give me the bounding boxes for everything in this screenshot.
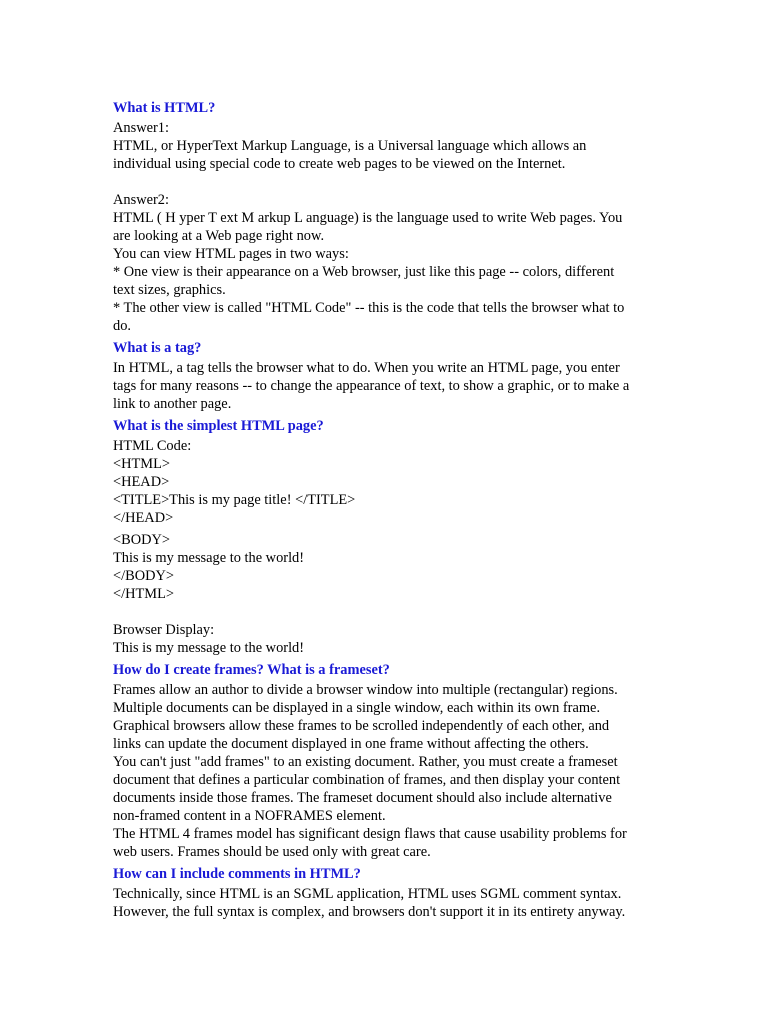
answer-line: Multiple documents can be displayed in a single window, each within its own frame. [113, 700, 601, 716]
answer-line: * The other view is called "HTML Code" -- this is the code that tells the browser what to [113, 300, 625, 316]
answer-line: Graphical browsers allow these frames to be scrolled independently of each other, and [113, 718, 610, 734]
code-line: This is my message to the world! [113, 550, 305, 566]
answer-line: You can view HTML pages in two ways: [113, 246, 349, 262]
answer-line: However, the full syntax is complex, and browsers don't support it in its entirety anyway. [113, 904, 626, 920]
code-line: <HEAD> [113, 474, 170, 490]
faq-section-what-is-a-tag [113, 339, 661, 413]
faq-section-frames [113, 661, 661, 861]
answer-line: web users. Frames should be used only with great care. [113, 844, 431, 860]
answer-line: Answer1: [113, 120, 169, 136]
answer-line: In HTML, a tag tells the browser what to do. When you write an HTML page, you enter [113, 360, 620, 376]
answer-line: do. [113, 318, 131, 334]
code-line: </HEAD> [113, 510, 174, 526]
answer-line: HTML ( H yper T ext M arkup L anguage) is the language used to write Web pages. You [113, 210, 623, 226]
question-heading: How do I create frames? What is a frameset? [113, 662, 390, 678]
answer-line: links can update the document displayed in one frame without affecting the others. [113, 736, 589, 752]
code-line: </BODY> [113, 568, 175, 584]
answer-line: This is my message to the world! [113, 640, 305, 656]
answer-line: text sizes, graphics. [113, 282, 226, 298]
answer-line: Technically, since HTML is an SGML application, HTML uses SGML comment syntax. [113, 886, 622, 902]
answer-line: * One view is their appearance on a Web browser, just like this page -- colors, different [113, 264, 615, 280]
answer-line: Answer2: [113, 192, 169, 208]
question-heading: What is a tag? [113, 340, 202, 356]
code-line: </HTML> [113, 586, 174, 602]
answer-line: individual using special code to create web pages to be viewed on the Internet. [113, 156, 566, 172]
faq-section-comments [113, 865, 661, 921]
question-heading: How can I include comments in HTML? [113, 866, 361, 882]
blank-line [113, 603, 661, 621]
answer-line: Browser Display: [113, 622, 215, 638]
code-line: <HTML> [113, 456, 171, 472]
question-heading: What is the simplest HTML page? [113, 418, 324, 434]
answer-line: non-framed content in a NOFRAMES element. [113, 808, 386, 824]
answer-line: link to another page. [113, 396, 232, 412]
blank-line [113, 173, 661, 191]
answer-line: are looking at a Web page right now. [113, 228, 325, 244]
answer-line: You can't just "add frames" to an existing document. Rather, you must create a frameset [113, 754, 618, 770]
faq-section-what-is-html [113, 99, 661, 335]
faq-section-simplest-html-page [113, 417, 661, 657]
answer-line: Frames allow an author to divide a browser window into multiple (rectangular) regions. [113, 682, 618, 698]
answer-line: documents inside those frames. The frameset document should also include alternative [113, 790, 612, 806]
code-line: <TITLE>This is my page title! </TITLE> [113, 492, 356, 508]
answer-line: tags for many reasons -- to change the appearance of text, to show a graphic, or to make a [113, 378, 630, 394]
document-page [113, 99, 661, 921]
answer-line: The HTML 4 frames model has significant design flaws that cause usability problems for [113, 826, 627, 842]
answer-line: HTML Code: [113, 438, 192, 454]
answer-line: document that defines a particular combination of frames, and then display your content [113, 772, 621, 788]
question-heading: What is HTML? [113, 100, 216, 116]
code-line: <BODY> [113, 532, 171, 548]
answer-line: HTML, or HyperText Markup Language, is a Universal language which allows an [113, 138, 587, 154]
